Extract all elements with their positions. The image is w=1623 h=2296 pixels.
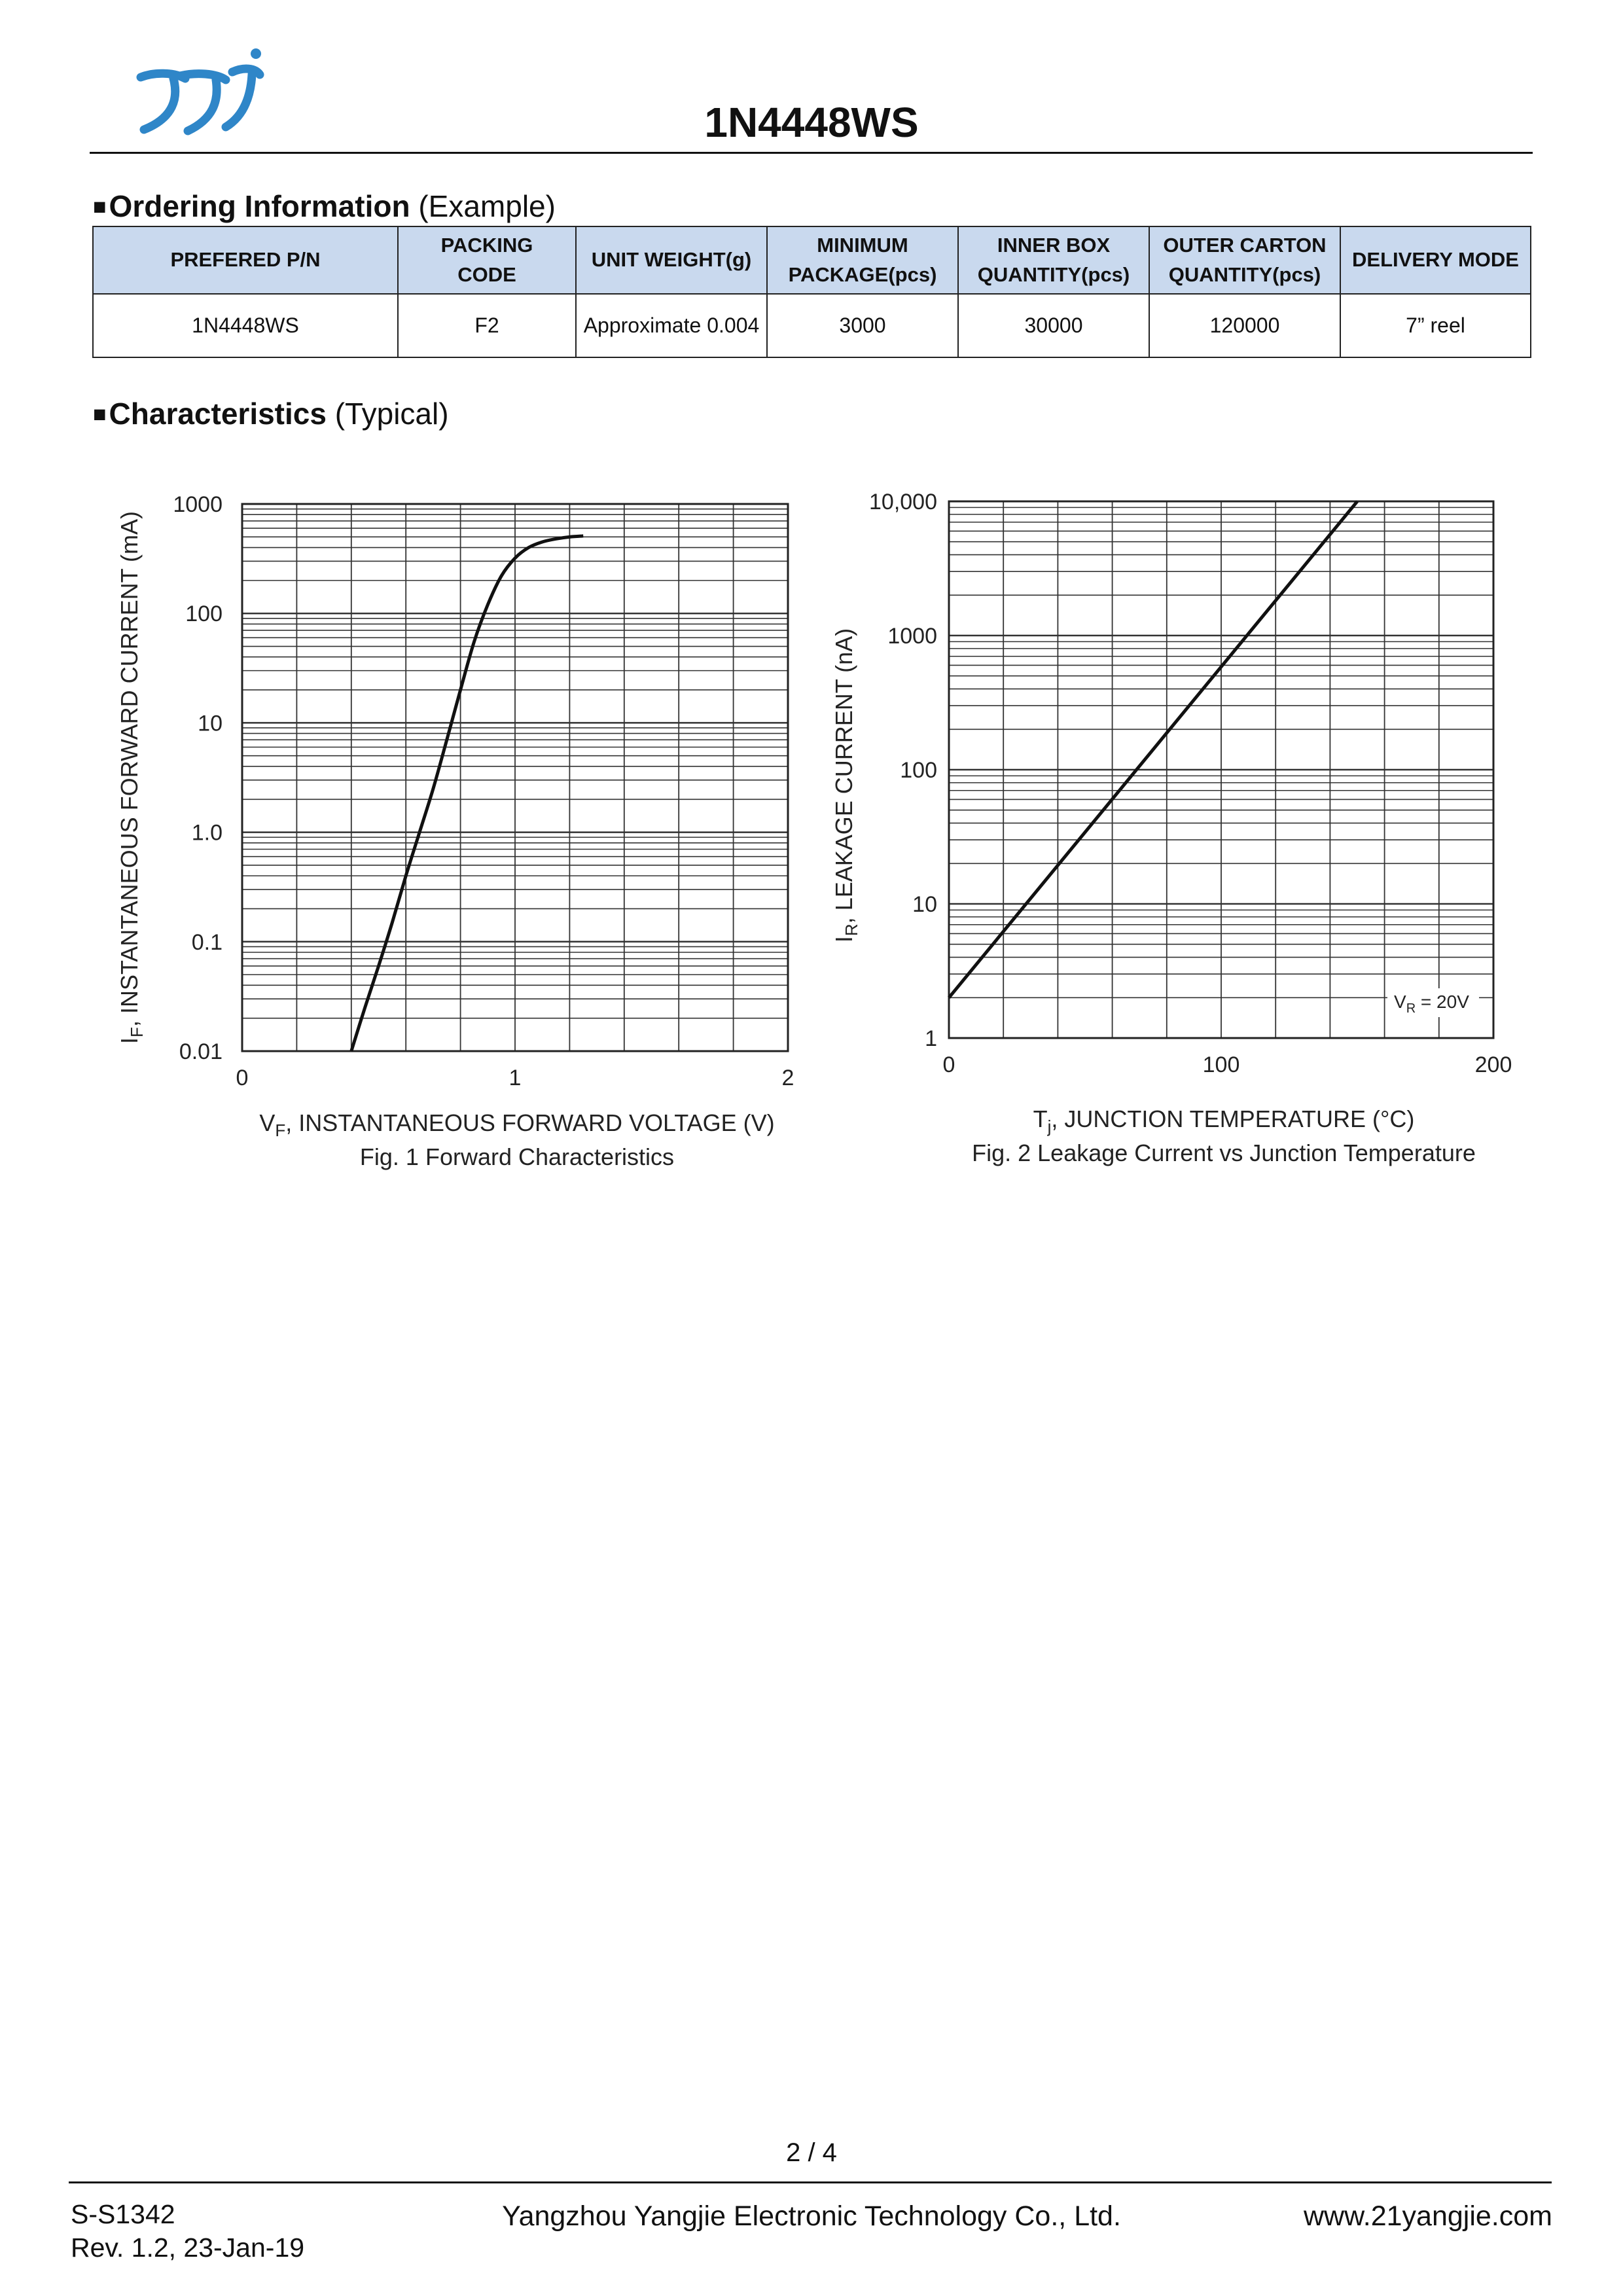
characteristics-heading-bold: Characteristics — [109, 397, 327, 431]
cell-inner-box: 30000 — [958, 294, 1149, 357]
cell-delivery-mode: 7” reel — [1340, 294, 1531, 357]
y-tick-label: 10 — [198, 711, 223, 736]
revision: Rev. 1.2, 23-Jan-19 — [71, 2233, 305, 2263]
doc-code: S-S1342 — [71, 2199, 175, 2229]
table-header-row — [93, 226, 1531, 294]
y-axis-label: $I_R$, LEAKAGE CURRENT (nA) — [830, 628, 861, 943]
cell-pn: 1N4448WS — [93, 294, 398, 357]
cell-packing-code: F2 — [398, 294, 576, 357]
y-tick-label: 0.01 — [179, 1039, 223, 1064]
chart-grid — [949, 501, 1493, 1038]
page-number: 2 / 4 — [786, 2138, 837, 2167]
col-header-unit-weight: UNIT WEIGHT(g) — [576, 226, 767, 294]
col-header-outer-carton: OUTER CARTON QUANTITY(pcs) — [1149, 226, 1340, 294]
leakage-current-line — [949, 501, 1357, 997]
y-tick-label: 10,000 — [869, 490, 937, 514]
x-axis-label: $V_F$, INSTANTANEOUS FORWARD VOLTAGE (V) — [259, 1109, 775, 1140]
figure-caption: Fig. 2 Leakage Current vs Junction Temperature — [972, 1139, 1476, 1166]
x-tick-label: 0 — [236, 1066, 249, 1090]
ordering-heading — [93, 188, 556, 224]
table-row — [93, 294, 1531, 357]
cell-min-package: 3000 — [767, 294, 958, 357]
col-header-pn: PREFERED P/N — [93, 226, 398, 294]
x-tick-label: 200 — [1474, 1052, 1512, 1077]
ordering-table — [92, 226, 1531, 358]
y-tick-label: 100 — [185, 601, 223, 627]
x-tick-label: 0 — [942, 1052, 955, 1077]
y-tick-label: 1000 — [887, 624, 937, 649]
document-title: 1N4448WS — [704, 99, 919, 146]
characteristics-heading — [93, 396, 449, 431]
y-tick-label: 1.0 — [191, 820, 223, 846]
bullet-square-icon: ■ — [93, 402, 107, 427]
x-tick-labels — [236, 1066, 794, 1090]
figure-caption: Fig. 1 Forward Characteristics — [359, 1143, 675, 1170]
y-tick-label: 1 — [925, 1026, 937, 1051]
x-axis-label: $T_j$, JUNCTION TEMPERATURE (°C) — [1033, 1105, 1415, 1136]
cell-outer-carton: 120000 — [1149, 294, 1340, 357]
footer-divider — [69, 2181, 1552, 2183]
chart-grid — [242, 504, 788, 1051]
cell-unit-weight: Approximate 0.004 — [576, 294, 767, 357]
website-link[interactable]: www.21yangjie.com — [1303, 2200, 1552, 2232]
y-tick-label: 0.1 — [191, 929, 223, 955]
company-name: Yangzhou Yangjie Electronic Technology Co., Ltd. — [502, 2200, 1121, 2232]
y-tick-labels — [173, 492, 223, 1064]
ordering-heading-rest: (Example) — [418, 189, 556, 223]
header-divider — [90, 152, 1533, 154]
y-axis-label: $I_F$, INSTANTANEOUS FORWARD CURRENT (mA) — [116, 511, 147, 1044]
leakage-current-chart — [825, 484, 1551, 1178]
col-header-min-package: MINIMUM PACKAGE(pcs) — [767, 226, 958, 294]
x-tick-label: 1 — [508, 1066, 522, 1090]
characteristics-heading-rest: (Typical) — [334, 397, 449, 431]
x-tick-labels — [943, 1052, 1512, 1077]
y-tick-labels — [869, 490, 937, 1051]
y-tick-label: 1000 — [173, 492, 223, 517]
ordering-heading-bold: Ordering Information — [109, 189, 410, 223]
col-header-packing-code: PACKING CODE — [398, 226, 576, 294]
col-header-inner-box: INNER BOX QUANTITY(pcs) — [958, 226, 1149, 294]
x-tick-label: 2 — [781, 1066, 794, 1090]
bullet-square-icon: ■ — [93, 194, 107, 219]
y-tick-label: 10 — [912, 892, 937, 917]
col-header-delivery-mode: DELIVERY MODE — [1340, 226, 1531, 294]
vr-annotation: $V_R = 20V$ — [1394, 992, 1469, 1016]
x-tick-label: 100 — [1202, 1052, 1240, 1077]
forward-characteristics-chart — [98, 484, 812, 1178]
y-tick-label: 100 — [900, 758, 937, 783]
